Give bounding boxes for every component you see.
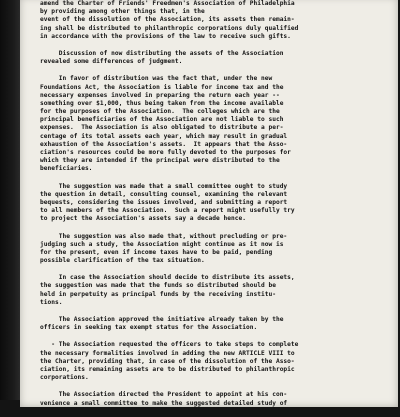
text-line: The Association approved the initiative already taken by the — [40, 316, 284, 323]
document-body — [40, 0, 386, 417]
text-line: The suggestion was also made that, without precluding or pre- — [40, 232, 288, 240]
text-line: In case the Association should decide to distribute its assets, — [40, 274, 295, 282]
text-line: in accordance with the provisions of the law to receive such gifts. — [40, 32, 291, 40]
text-line: for the purposes of the Association. The colleges which are the — [40, 108, 280, 116]
text-line: centage of its total assets each year, which may result in gradual — [40, 132, 288, 140]
text-line: venience a small committee to make the suggested detailed study of — [40, 399, 288, 407]
paragraph — [40, 274, 386, 307]
text-line: In favor of distribution was the fact that, under the new — [40, 75, 273, 83]
paragraph — [40, 0, 386, 41]
text-line: to all members of the Association. Such a report might usefully try — [40, 207, 295, 215]
text-line: possible clarification of the tax situation. — [40, 257, 205, 265]
text-line: the suggestion was made that the funds so distributed should be — [40, 282, 276, 290]
text-line: The Association directed the President to appoint at his con- — [40, 391, 288, 399]
text-line: by providing among other things that, in the — [40, 8, 205, 16]
binding-edge-shadow — [0, 0, 20, 400]
text-line: ciation, its remaining assets are to be distributed to philanthropic — [40, 365, 295, 373]
text-line: expenses. The Association is also obligated to distribute a per- — [40, 124, 284, 132]
paragraph — [40, 316, 386, 332]
paragraph — [40, 391, 386, 407]
text-line: judging such a study, the Association might continue as it now is — [40, 240, 284, 248]
text-line: beneficiaries. — [40, 165, 93, 173]
text-line: Foundations Act, the Association is liable for income tax and the — [40, 83, 284, 91]
text-line: The suggestion was made that a small committee ought to study — [40, 182, 288, 190]
text-line: bequests, considering the issues involved, and submitting a report — [40, 198, 288, 206]
text-line: held in perpetuity as principal funds by the receiving institu- — [40, 290, 276, 298]
text-line: something over $1,000, thus being taken from the income available — [40, 99, 284, 107]
paragraph — [40, 233, 386, 266]
text-line: - The Association requested the officers to take steps to complete — [40, 341, 299, 349]
text-line: tions. — [40, 298, 63, 306]
text-line: to project the Association's assets say a decade hence. — [40, 215, 246, 223]
text-line: exhaustion of the Association's assets. It appears that the Asso- — [40, 140, 288, 148]
paragraph — [40, 50, 386, 66]
text-line: Discussion of now distributing the assets of the Association — [40, 49, 284, 57]
text-line: principal beneficiaries of the Association are not liable to such — [40, 116, 284, 124]
text-line: ing shall be distributed to philanthropic corporations duly qualified — [40, 24, 299, 32]
text-line: the Charter, providing that, in case of the dissolution of the Asso- — [40, 357, 295, 365]
text-line: the question in detail, consulting counsel, examining the relevant — [40, 190, 288, 198]
text-line: for the present, even if income taxes have to be paid, pending — [40, 248, 273, 256]
paragraph — [40, 341, 386, 382]
text-line: amend the Charter of Friends' Freedmen's Association of Philadelphia — [40, 0, 295, 7]
text-line: officers in seeking tax exempt status for the Association. — [40, 324, 258, 332]
text-line: corporations. — [40, 374, 89, 382]
text-line: necessary expenses involved in preparing the return each year -- — [40, 91, 280, 99]
text-line: event of the dissolution of the Association, its assets then remain- — [40, 16, 295, 24]
paragraph — [40, 75, 386, 173]
text-line: the necessary formalities involved in adding the new ARTICLE VIII to — [40, 349, 295, 357]
text-line: which they are intended if the principal were distributed to the — [40, 157, 280, 165]
text-line: ciation's resources could be more fully devoted to the purposes for — [40, 149, 291, 156]
paragraph — [40, 183, 386, 224]
text-line: revealed some differences of judgment. — [40, 58, 183, 66]
